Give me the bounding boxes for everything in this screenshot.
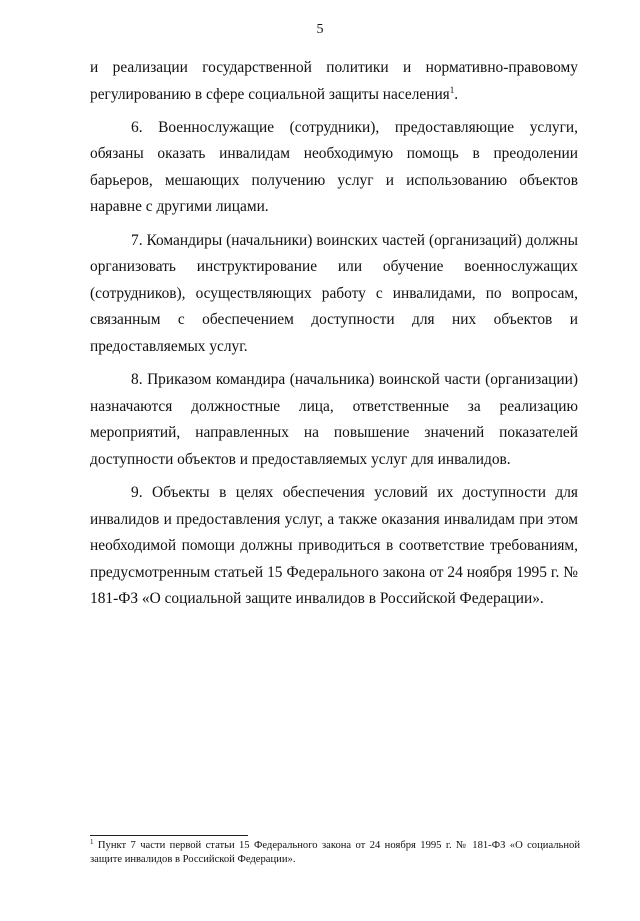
footnote-separator (90, 835, 248, 836)
paragraph-item-6: 6. Военнослужащие (сотрудники), предоставляющие услуги, обязаны оказать инвалидам необходимую помощь в преодолении барьеров, мешающих получению услуг и использованию объектов наравне с другими лицами. (90, 118, 578, 216)
footnote-reference: 1 (449, 84, 455, 95)
paragraph-continuation (90, 55, 578, 108)
paragraph-item-8: 8. Приказом командира (начальника) воинской части (организации) назначаются должностные лица, ответственные за реализацию мероприятий, направленных на повышение значений показателей доступности объектов и предоставляемых услуг для инвалидов. (90, 371, 578, 468)
footnote-marker: 1 (90, 838, 94, 846)
footnote (90, 839, 580, 867)
page-number: 5 (316, 22, 324, 37)
document-body (90, 55, 578, 619)
paragraph-item-7: 7. Командиры (начальники) воинских частей (организаций) должны организовать инструктирование или обучение военнослужащих (сотрудников), осуществляющих работу с инвалидами, по вопросам, связанным с обеспечением доступности для них объектов и предоставляемых услуг. (90, 231, 578, 355)
paragraph-item-9: 9. Объекты в целях обеспечения условий их доступности для инвалидов и предоставления услуг, а также оказания инвалидам при этом необходимой помощи должны приводиться в соответствие требованиям, предусмотренным статьей 15 Федерального закона от 24 ноября 1995 г. № 181-ФЗ «О социальной защите инвалидов в Российской Федерации». (90, 483, 578, 608)
paragraph-text: и реализации государственной политики и нормативно-правовому регулированию в сфере социальной защиты населения (90, 59, 578, 103)
paragraph-tail: . (454, 85, 459, 103)
footnote-text: Пункт 7 части первой статьи 15 Федерального закона от 24 ноября 1995 г. № 181-ФЗ «О социальной защите инвалидов в Российской Федерации». (90, 840, 580, 865)
